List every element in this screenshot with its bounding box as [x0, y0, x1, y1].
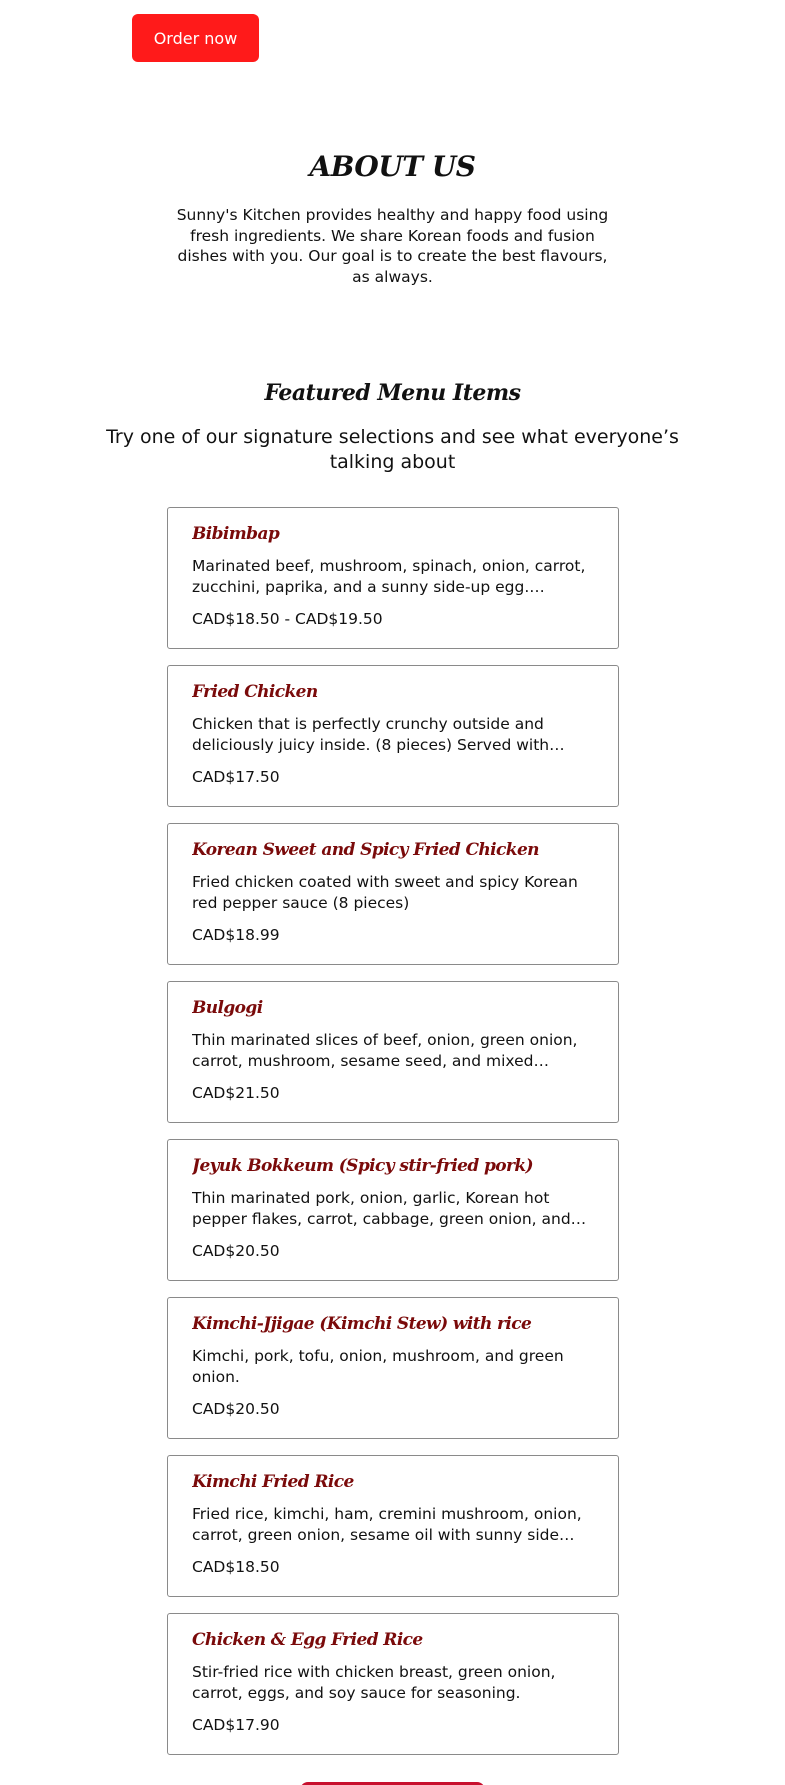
menu-item-description: Thin marinated pork, onion, garlic, Korean hot pepper flakes, carrot, cabbage, green onion, and — [192, 1189, 571, 1228]
menu-item-name: Fried Chicken — [192, 682, 318, 702]
menu-item-description: Fried chicken coated with sweet and spicy Korean red pepper sauce (8 pieces) — [192, 873, 578, 912]
menu-item-price: CAD$17.50 — [192, 768, 280, 786]
menu-item-card-fried-chicken[interactable] — [167, 665, 619, 807]
menu-item-price: CAD$18.50 - CAD$19.50 — [192, 610, 383, 628]
menu-item-card-kimchi-fried-rice[interactable] — [167, 1455, 619, 1597]
menu-item-name: Korean Sweet and Spicy Fried Chicken — [192, 840, 539, 860]
menu-item-description: Marinated beef, mushroom, spinach, onion, carrot, zucchini, paprika, and a sunny side-up egg. — [192, 557, 586, 596]
menu-item-price: CAD$20.50 — [192, 1400, 280, 1418]
menu-item-name: Bulgogi — [192, 998, 263, 1018]
menu-item-price: CAD$20.50 — [192, 1242, 280, 1260]
menu-item-name: Kimchi-Jjigae (Kimchi Stew) with rice — [192, 1314, 532, 1334]
menu-item-price: CAD$17.90 — [192, 1716, 280, 1734]
menu-item-description: Thin marinated slices of beef, onion, green onion, carrot, mushroom, sesame seed, and mixed — [192, 1031, 578, 1070]
menu-item-card-sweet-spicy-chicken[interactable] — [167, 823, 619, 965]
featured-menu-subtitle: Try one of our signature selections and see what everyone’s talking about — [106, 426, 679, 473]
menu-item-price: CAD$21.50 — [192, 1084, 280, 1102]
about-us-heading: ABOUT US — [309, 150, 476, 183]
menu-item-name: Chicken & Egg Fried Rice — [192, 1630, 423, 1650]
menu-item-description: Kimchi, pork, tofu, onion, mushroom, and green onion. — [192, 1347, 564, 1386]
menu-item-card-bibimbap[interactable] — [167, 507, 619, 649]
menu-item-price: CAD$18.50 — [192, 1558, 280, 1576]
menu-item-description: Fried rice, kimchi, ham, cremini mushroom, onion, carrot, green onion, sesame oil with sunny side — [192, 1505, 582, 1544]
order-now-button[interactable]: Order now — [132, 14, 259, 62]
menu-item-card-bulgogi[interactable] — [167, 981, 619, 1123]
about-us-text: Sunny's Kitchen provides healthy and happy food using fresh ingredients. We share Korean foods and fusion dishes with you. Our goal is to create the best flavours, as always. — [176, 206, 609, 286]
menu-item-card-kimchi-jjigae[interactable] — [167, 1297, 619, 1439]
menu-item-name: Kimchi Fried Rice — [192, 1472, 354, 1492]
menu-item-price: CAD$18.99 — [192, 926, 280, 944]
menu-item-name: Bibimbap — [192, 524, 280, 544]
menu-item-card-jeyuk-bokkeum[interactable] — [167, 1139, 619, 1281]
featured-menu-heading: Featured Menu Items — [264, 380, 521, 406]
menu-item-name: Jeyuk Bokkeum (Spicy stir-fried pork) — [192, 1156, 534, 1176]
menu-item-card-chicken-egg-fried-rice[interactable] — [167, 1613, 619, 1755]
featured-menu-list — [167, 507, 619, 1771]
menu-item-description: Chicken that is perfectly crunchy outside and deliciously juicy inside. (8 pieces) Served with — [192, 715, 550, 754]
menu-item-description: Stir-fried rice with chicken breast, green onion, carrot, eggs, and soy sauce for seasoning. — [192, 1663, 556, 1702]
